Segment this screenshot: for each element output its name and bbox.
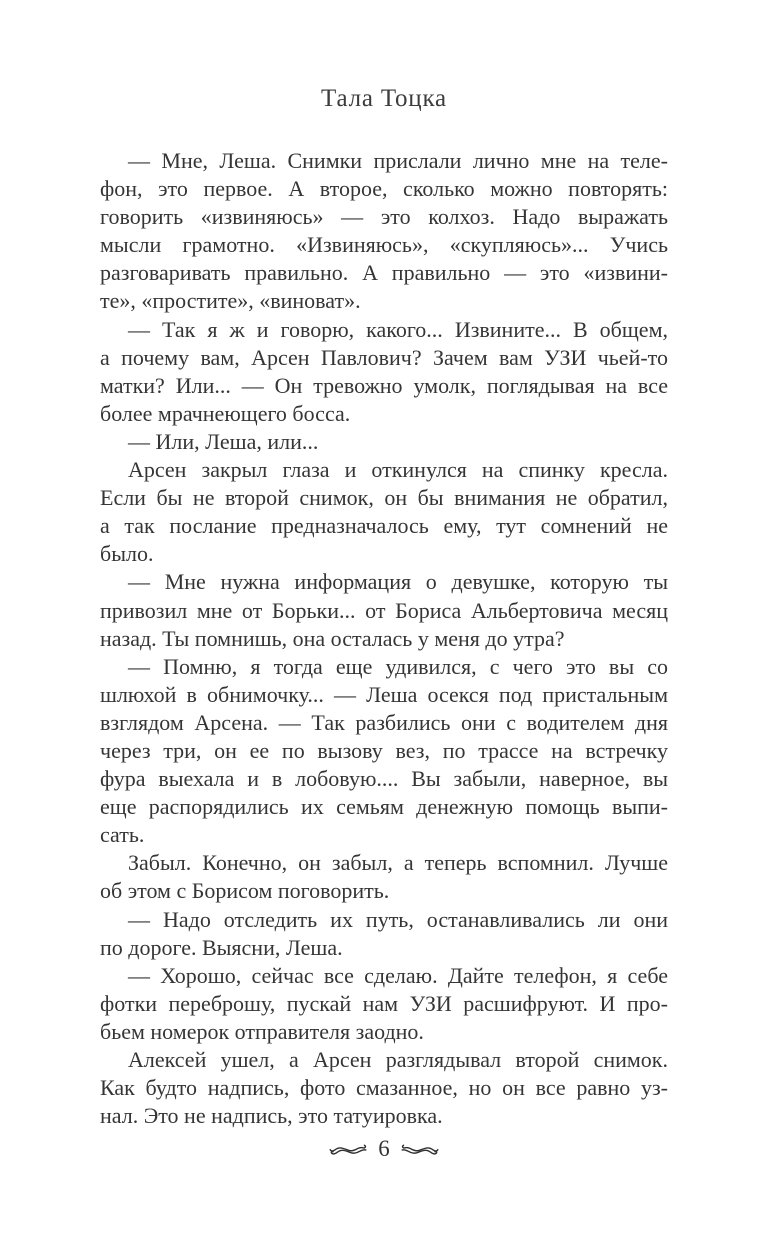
text-line: фура выехала и в лобовую.... Вы забыли, наверное, вы: [100, 766, 668, 792]
page-number: 6: [378, 1136, 390, 1162]
text-line: еще распорядились их семьям денежную помощь выпи-: [100, 794, 668, 820]
text-line: — Мне, Леша. Снимки прислали лично мне на теле-: [128, 148, 668, 173]
text-line: Арсен закрыл глаза и откинулся на спинку кресла.: [128, 457, 668, 483]
text-line: через три, он ее по вызову вез, по трассе на встречку: [100, 737, 668, 763]
text-line: матки? Или... — Он тревожно умолк, поглядывая на все: [100, 372, 668, 398]
text-line: по дороге. Выясни, Леша.: [100, 934, 343, 960]
text-line: — Надо отследить их путь, останавливались ли они: [128, 906, 668, 932]
text-block: [100, 147, 668, 1130]
text-line: взглядом Арсена. — Так разбились они с водителем дня: [100, 709, 668, 735]
text-line: фон, это первое. А второе, сколько можно повторять:: [100, 176, 668, 202]
text-line: а почему вам, Арсен Павлович? Зачем вам УЗИ чьей-то: [100, 344, 668, 370]
text-line: — Так я ж и говорю, какого... Извините... В общем,: [128, 316, 668, 342]
paragraph: [100, 653, 668, 850]
text-line: привозил мне от Борьки... от Бориса Альбертовича месяц: [100, 597, 668, 623]
text-line: шлюхой в обнимочку... — Леша осекся под пристальным: [100, 681, 668, 707]
paragraph: [100, 147, 668, 316]
text-line: Если бы не второй снимок, он бы внимания не обратил,: [100, 485, 668, 511]
text-line: назад. Ты помнишь, она осталась у меня до утра?: [100, 625, 565, 651]
text-line: — Или, Леша, или...: [128, 428, 319, 454]
text-line: Забыл. Конечно, он забыл, а теперь вспомнил. Лучше: [128, 850, 668, 876]
text-line: Алексей ушел, а Арсен разглядывал второй снимок.: [128, 1047, 668, 1072]
swash-flourish-right-icon: [401, 1142, 439, 1157]
paragraph: [100, 1046, 668, 1130]
paragraph: [100, 568, 668, 652]
paragraph: [100, 906, 668, 962]
swash-flourish-left-icon: [329, 1142, 367, 1157]
page-footer: [0, 1137, 768, 1161]
text-line: сать.: [100, 822, 145, 848]
paragraph: [100, 316, 668, 428]
text-line: — Помню, я тогда еще удивился, с чего это вы со: [128, 653, 668, 679]
paragraph: [100, 962, 668, 1046]
running-header-author: Тала Тоцка: [321, 85, 447, 112]
paragraph: [100, 849, 668, 905]
text-line: нал. Это не надпись, это татуировка.: [100, 1103, 443, 1129]
text-line: — Хорошо, сейчас все сделаю. Дайте телефон, я себе: [128, 962, 668, 988]
text-line: более мрачнеющего босса.: [100, 400, 351, 426]
text-line: бьем номерок отправителя заодно.: [100, 1018, 424, 1044]
text-line: фотки переброшу, пускай нам УЗИ расшифруют. И про-: [100, 990, 668, 1016]
text-line: было.: [100, 541, 154, 567]
text-line: об этом с Борисом поговорить.: [100, 878, 390, 904]
text-line: те», «простите», «виноват».: [100, 288, 361, 314]
paragraph: [100, 456, 668, 568]
paragraph: [100, 428, 668, 456]
text-line: — Мне нужна информация о девушке, которую ты: [128, 569, 668, 595]
text-line: разговаривать правильно. А правильно — это «извини-: [100, 260, 668, 286]
text-line: мысли грамотно. «Извиняюсь», «скупляюсь»... Учись: [100, 232, 668, 258]
text-line: Как будто надпись, фото смазанное, но он все равно уз-: [100, 1075, 668, 1101]
text-line: говорить «извиняюсь» — это колхоз. Надо выражать: [100, 204, 668, 230]
text-line: а так послание предназначалось ему, тут сомнений не: [100, 513, 668, 539]
